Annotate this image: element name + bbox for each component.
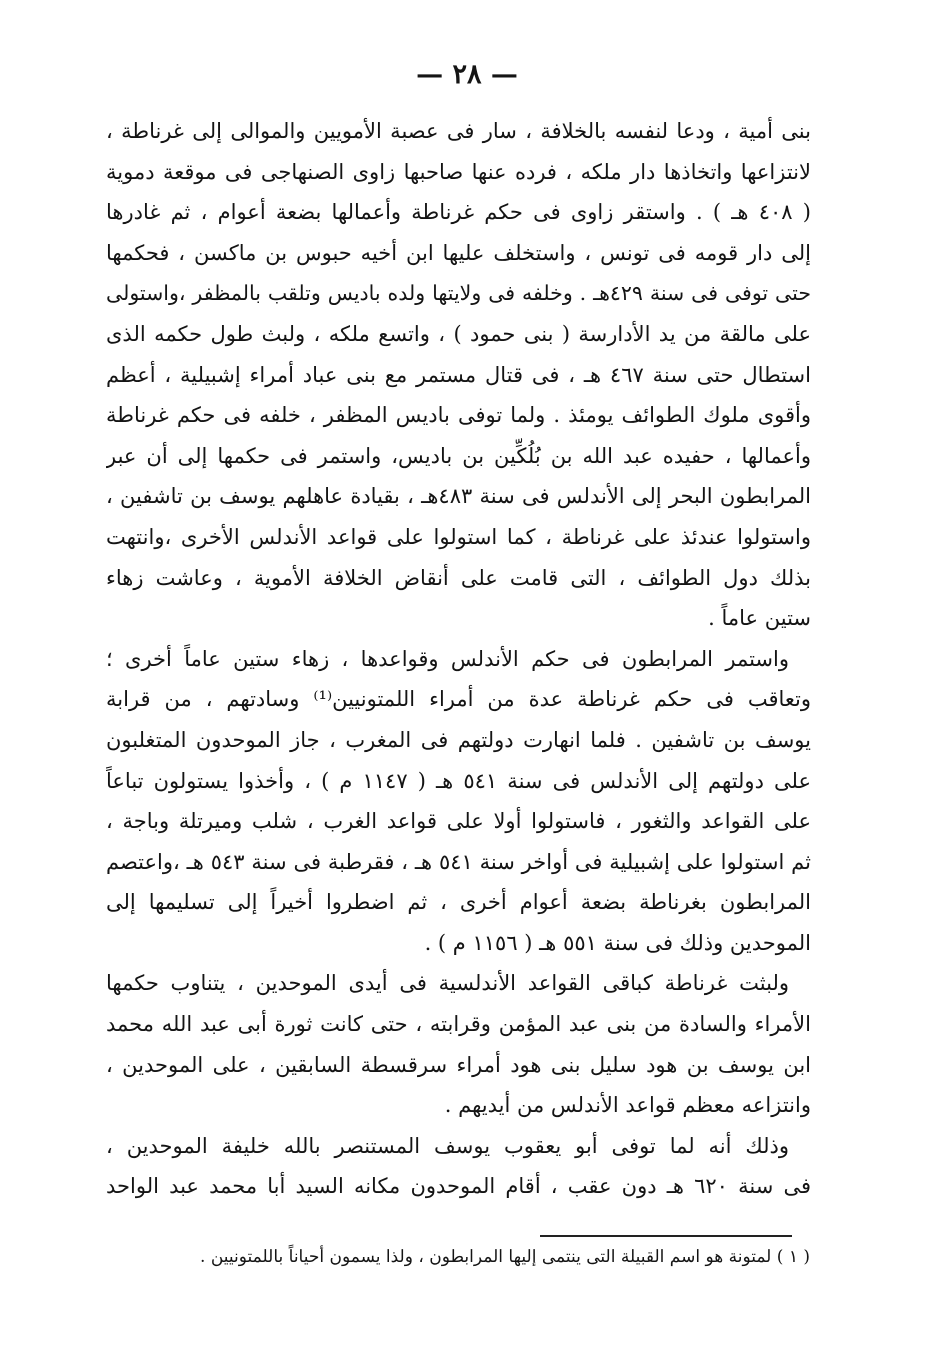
text-line: وانتزاعه معظم قواعد الأندلس من أيديهم .: [444, 1093, 811, 1118]
text-line: بنى أمية ، ودعا لنفسه بالخلافة ، سار فى عصبة الأمويين والموالى إلى غرناطة ،: [106, 119, 811, 143]
text-line: استطال حتى سنة ٤٦٧ هـ ، فى قتال مستمر مع بنى عباد أمراء إشبيلية ، أعظم: [106, 362, 811, 387]
page-number: — ٢٨ —: [416, 59, 518, 90]
text-line: ابن يوسف بن هود سليل بنى هود أمراء سرقسطة السابقين ، على الموحدين ،: [106, 1052, 811, 1077]
text-line: على مالقة من يد الأدارسة ( بنى حمود ) ، واتسع ملكه ، ولبث طول حكمه الذى: [106, 321, 811, 346]
text-line: على دولتهم إلى الأندلس فى سنة ٥٤١ هـ ( ١١٤٧ م ) ، وأخذوا يستولون تباعاً: [106, 768, 811, 793]
text-line: المرابطون البحر إلى الأندلس فى سنة ٤٨٣هـ ، بقيادة عاهلهم يوسف بن تاشفين ،: [106, 484, 811, 509]
paragraph: [106, 639, 811, 964]
text-line: وأعمالها ، حفيده عبد الله بن بُلُكِّين بن باديس، واستمر فى حكمها إلى أن عبر: [106, 443, 811, 468]
paragraph: [106, 111, 811, 639]
text-line: ثم استولوا على إشبيلية فى أواخر سنة ٥٤١ هـ ، فقرطبة فى سنة ٥٤٣ هـ ،واعتصم: [106, 849, 811, 874]
text-line: الأمراء والسادة من بنى عبد المؤمن وقرابته ، حتى كانت ثورة أبى عبد الله محمد: [106, 1012, 811, 1037]
text-line: إلى دار قومه فى تونس ، واستخلف عليها ابن أخيه حبوس بن ماكسن ، فحكمها: [106, 240, 811, 265]
text-line: وتعاقب فى حكم غرناطة عدة من أمراء اللمتونيين⁽¹⁾ وسادتهم ، من قرابة: [106, 687, 811, 712]
text-line: يوسف بن تاشفين . فلما انهارت دولتهم فى المغرب ، جاز الموحدون المتغلبون: [106, 727, 811, 752]
text-line: بذلك دول الطوائف ، التى قامت على أنقاض الخلافة الأموية ، وعاشت زهاء: [106, 565, 811, 590]
text-line: حتى توفى فى سنة ٤٢٩هـ . وخلفه فى ولايتها ولده باديس وتلقب بالمظفر ،واستولى: [106, 281, 811, 306]
text-line: وأقوى ملوك الطوائف يومئذ . ولما توفى باديس المظفر ، خلفه فى حكم غرناطة: [106, 403, 811, 428]
text-line: وذلك أنه لما توفى أبو يعقوب يوسف المستنصر بالله خليفة الموحدين ،: [106, 1133, 789, 1158]
text-line: ( ٤٠٨ هـ ) . واستقر زاوى فى حكم غرناطة وأعمالها بضعة أعوام ، ثم غادرها: [106, 200, 811, 225]
text-line: واستمر المرابطون فى حكم الأندلس وقواعدها ، زهاء ستين عاماً أخرى ؛: [106, 646, 789, 671]
text-line: ولبثت غرناطة كباقى القواعد الأندلسية فى أيدى الموحدين ، يتناوب حكمها: [106, 971, 789, 996]
text-line: الموحدين وذلك فى سنة ٥٥١ هـ ( ١١٥٦ م ) .: [424, 930, 811, 955]
body-text: [106, 111, 811, 1207]
footnote: ( ١ ) لمتونة هو اسم القبيلة التى ينتمى إليها المرابطون ، ولذا يسمون أحياناً باللمتونيين .: [200, 1247, 810, 1267]
text-line: ستين عاماً .: [708, 606, 811, 631]
text-line: لانتزاعها واتخاذها دار ملكه ، فرده عنها صاحبها زاوى الصنهاجى فى موقعة دموية: [106, 159, 811, 184]
paragraph: [106, 1126, 811, 1207]
text-line: واستولوا عندئذ على غرناطة ، كما استولوا على قواعد الأندلس الأخرى ،وانتهت: [106, 524, 811, 549]
text-line: فى سنة ٦٢٠ هـ دون عقب ، أقام الموحدون مكانه السيد أبا محمد عبد الواحد: [106, 1174, 811, 1199]
text-line: على القواعد والثغور ، فاستولوا أولا على قواعد الغرب ، شلب وميرتلة وباجة ،: [106, 809, 811, 834]
text-line: المرابطون بغرناطة بضعة أعوام أخرى ، ثم اضطروا أخيراً إلى تسليمها إلى: [106, 890, 811, 915]
paragraph: [106, 963, 811, 1125]
footnote-divider: [540, 1235, 792, 1237]
